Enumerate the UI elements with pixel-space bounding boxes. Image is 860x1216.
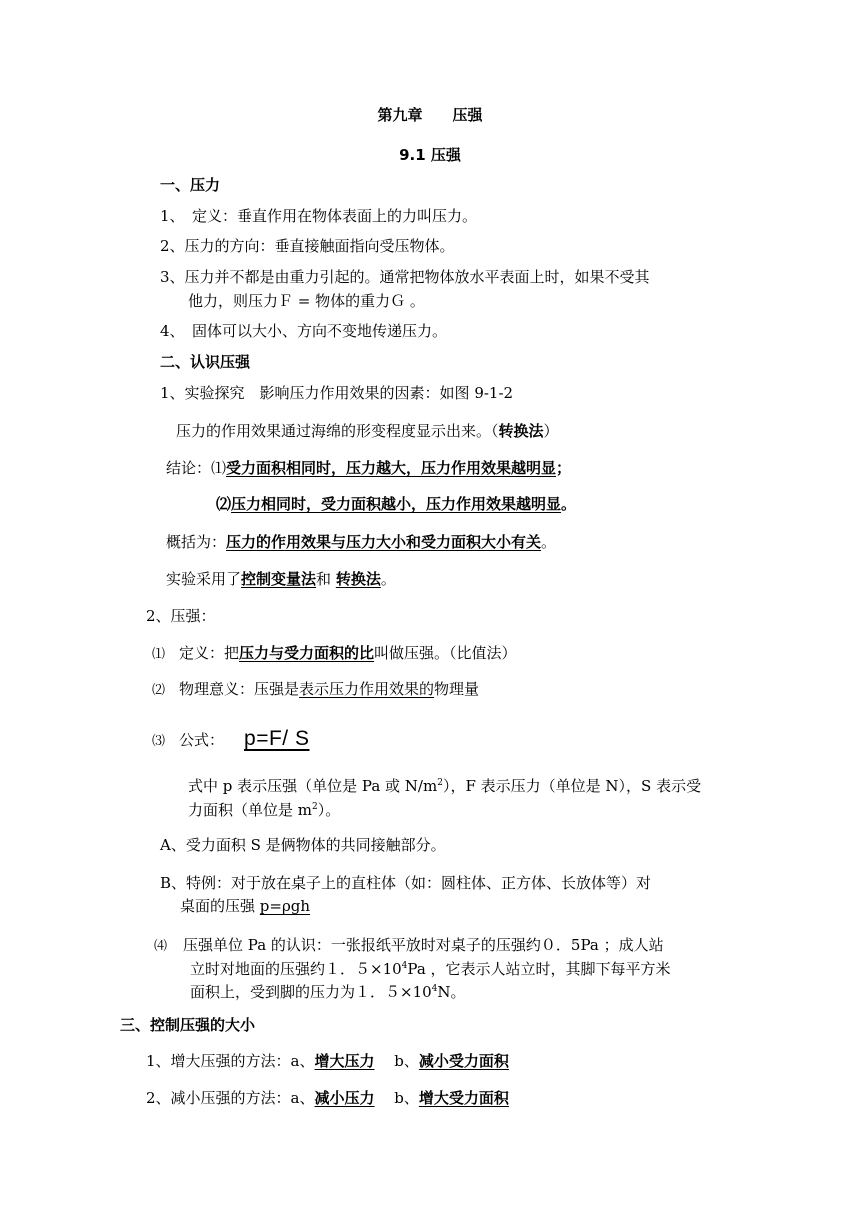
note-a: A、受力面积 S 是俩物体的共同接触部分。 bbox=[160, 836, 446, 854]
explain1-b: ），F 表示压力（单位是 N），S 表示受 bbox=[442, 777, 702, 795]
decrease-a: 减小压力 bbox=[314, 1089, 375, 1107]
physical-meaning bbox=[152, 678, 479, 702]
conclusion-2-text: 压力相同时，受力面积越小，压力作用效果越明显 bbox=[231, 495, 562, 513]
method-and: 和 bbox=[316, 570, 336, 588]
unit2-a: 立时对地面的压强约１．５×10 bbox=[190, 960, 402, 978]
increase-pressure bbox=[146, 1050, 509, 1072]
method-control-variable: 控制变量法 bbox=[241, 570, 317, 588]
formula-number: ⑶ bbox=[152, 734, 166, 749]
conclusion-label: 结论：⑴ bbox=[166, 459, 227, 477]
sponge-text: 压力的作用效果通过海绵的形变程度显示出来。（ bbox=[176, 422, 499, 440]
item-3-line2: 他力，则压力Ｆ = 物体的重力Ｇ 。 bbox=[188, 292, 425, 310]
conclusion-2-num: ⑵ bbox=[216, 495, 232, 513]
def-rest: 叫做压强。（比值法） bbox=[374, 644, 517, 662]
chapter-title: 第九章 压强 bbox=[377, 106, 483, 124]
decrease-mid: b、 bbox=[374, 1089, 419, 1107]
method-conversion: 转换法 bbox=[335, 570, 381, 588]
unit-text-1: 压强单位 Pa 的认识：一张报纸平放时对桌子的压强约０．5Pa ；成人站 bbox=[183, 936, 664, 954]
conclusion-1 bbox=[166, 457, 571, 479]
formula-explain-1 bbox=[188, 775, 701, 797]
meaning-rest: 物理量 bbox=[434, 680, 480, 698]
method-line bbox=[166, 568, 396, 590]
note-b-line2 bbox=[180, 895, 310, 917]
conversion-method-bold: 转换法 bbox=[498, 422, 544, 440]
conclusion-1-text: 受力面积相同时，压力越大，压力作用效果越明显 bbox=[226, 459, 557, 477]
conclusion-2 bbox=[216, 493, 576, 515]
formula-explain-2 bbox=[188, 799, 340, 821]
pressure-formula: p=F/ S bbox=[244, 727, 310, 750]
formula-line bbox=[152, 728, 309, 753]
summary-end: 。 bbox=[541, 533, 557, 551]
meaning-number: ⑵ bbox=[152, 683, 166, 698]
decrease-label: 2、减小压强的方法：a、 bbox=[146, 1089, 315, 1107]
unit-line-1 bbox=[154, 934, 664, 958]
method-label: 实验采用了 bbox=[166, 570, 242, 588]
explain2-b: ）。 bbox=[317, 801, 341, 819]
unit3-b: N。 bbox=[437, 983, 466, 1001]
increase-a: 增大压力 bbox=[314, 1052, 375, 1070]
explain2-sup: 2 bbox=[312, 802, 318, 812]
column-pressure-formula: p=ρgh bbox=[259, 897, 311, 915]
decrease-b: 增大受力面积 bbox=[418, 1089, 509, 1107]
note-b-text: 桌面的压强 bbox=[180, 897, 260, 915]
heading-know-pressure: 二、认识压强 bbox=[160, 353, 251, 371]
item-3-line1: 3、压力并不都是由重力引起的。通常把物体放水平表面上时，如果不受其 bbox=[160, 268, 650, 286]
item-1-definition: 1、 定义：垂直作用在物体表面上的力叫压力。 bbox=[160, 207, 478, 225]
method-end: 。 bbox=[380, 570, 396, 588]
item-2-direction: 2、压力的方向：垂直接触面指向受压物体。 bbox=[160, 237, 455, 255]
heading-control-pressure: 三、控制压强的大小 bbox=[120, 1016, 256, 1034]
pressure-heading: 2、压强： bbox=[146, 607, 216, 625]
explain1-a: 式中 p 表示压强（单位是 Pa 或 N/m bbox=[188, 777, 438, 795]
summary-text: 压力的作用效果与压力大小和受力面积大小有关 bbox=[226, 533, 542, 551]
experiment-line: 1、实验探究 影响压力作用效果的因素：如图 9-1-2 bbox=[160, 384, 514, 402]
def-underlined: 压力与受力面积的比 bbox=[239, 644, 375, 662]
unit2-b: Pa ，它表示人站立时，其脚下每平方米 bbox=[407, 960, 671, 978]
def-label: 定义：把 bbox=[179, 644, 240, 662]
pressure-definition bbox=[152, 642, 517, 666]
increase-mid: b、 bbox=[374, 1052, 419, 1070]
item-4-transmit: 4、 固体可以大小、方向不变地传递压力。 bbox=[160, 322, 448, 340]
meaning-label: 物理意义：压强是 bbox=[179, 680, 300, 698]
increase-label: 1、增大压强的方法：a、 bbox=[146, 1052, 315, 1070]
section-title: 9.1 压强 bbox=[399, 146, 461, 164]
note-b-line1: B、特例：对于放在桌子上的直柱体（如：圆柱体、正方体、长放体等）对 bbox=[160, 874, 652, 892]
increase-b: 减小受力面积 bbox=[418, 1052, 509, 1070]
unit-number: ⑷ bbox=[154, 939, 168, 954]
conclusion-2-end: 。 bbox=[561, 495, 577, 513]
explain2-a: 力面积（单位是 m bbox=[188, 801, 312, 819]
decrease-pressure bbox=[146, 1087, 509, 1109]
explain1-sup: 2 bbox=[437, 778, 443, 788]
def-number: ⑴ bbox=[152, 647, 166, 662]
unit-line-2 bbox=[190, 958, 671, 980]
summary-line bbox=[166, 531, 556, 553]
sponge-close: ） bbox=[543, 422, 559, 440]
unit3-sup: 4 bbox=[431, 984, 438, 994]
unit3-a: 面积上，受到脚的压力为１．５×10 bbox=[190, 983, 432, 1001]
summary-label: 概括为： bbox=[166, 533, 227, 551]
sponge-line bbox=[176, 420, 559, 442]
formula-label: 公式： bbox=[179, 731, 225, 749]
conclusion-1-end: ； bbox=[556, 459, 572, 477]
unit2-sup: 4 bbox=[401, 961, 408, 971]
heading-pressure-force: 一、压力 bbox=[160, 176, 221, 194]
meaning-underlined: 表示压力作用效果的 bbox=[299, 680, 435, 698]
unit-line-3 bbox=[190, 981, 466, 1003]
